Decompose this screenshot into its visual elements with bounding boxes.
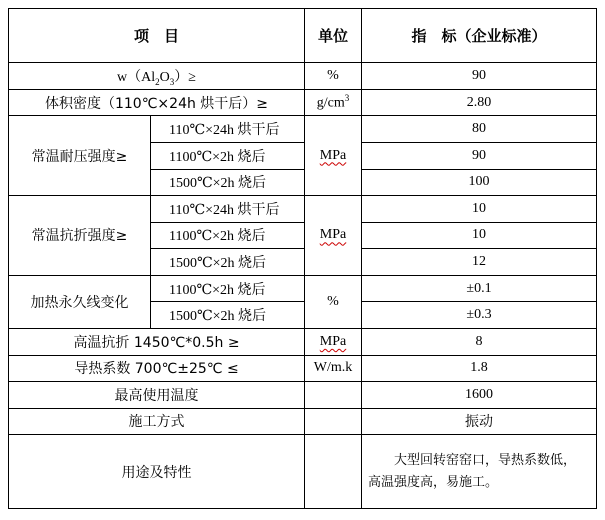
usage-line-1: 大型回转窑窑口，导热系数低， <box>394 452 577 468</box>
row-usage <box>9 435 597 509</box>
compressive-unit: MPa <box>305 116 362 196</box>
usage-label: 用途及特性 <box>9 435 305 509</box>
al2o3-unit: % <box>305 63 362 90</box>
row-density <box>9 89 597 116</box>
compressive-label: 常温耐压强度≥ <box>9 116 151 196</box>
density-label: 体积密度（110℃×24h 烘干后）≥ <box>9 89 305 116</box>
flexural-value-2: 10 <box>362 222 597 249</box>
linear-change-value-2: ±0.3 <box>362 302 597 329</box>
row-linear-change-1 <box>9 275 597 302</box>
max-temp-label: 最高使用温度 <box>9 382 305 409</box>
hot-flexural-value: 8 <box>362 328 597 355</box>
row-conductivity <box>9 355 597 382</box>
construction-unit <box>305 408 362 435</box>
flexural-value-3: 12 <box>362 249 597 276</box>
compressive-condition-1: 110℃×24h 烘干后 <box>151 116 305 143</box>
header-row <box>9 9 597 63</box>
header-unit: 单位 <box>305 9 362 63</box>
flexural-condition-2: 1100℃×2h 烧后 <box>151 222 305 249</box>
conductivity-unit: W/m.k <box>305 355 362 382</box>
max-temp-unit <box>305 382 362 409</box>
compressive-condition-2: 1100℃×2h 烧后 <box>151 142 305 169</box>
density-unit: $g/cm^3$ <box>305 89 362 116</box>
conductivity-value: 1.8 <box>362 355 597 382</box>
header-index: 指 标（企业标准） <box>362 9 597 63</box>
row-construction <box>9 408 597 435</box>
flexural-unit: MPa <box>305 196 362 276</box>
hot-flexural-unit: MPa <box>305 328 362 355</box>
hot-flexural-label: 高温抗折 1450℃*0.5h ≥ <box>9 328 305 355</box>
flexural-label: 常温抗折强度≥ <box>9 196 151 276</box>
row-al2o3 <box>9 63 597 90</box>
compressive-value-1: 80 <box>362 116 597 143</box>
row-flexural-1 <box>9 196 597 223</box>
row-compressive-1 <box>9 116 597 143</box>
header-item: 项 目 <box>9 9 305 63</box>
flexural-value-1: 10 <box>362 196 597 223</box>
spec-table <box>8 8 597 509</box>
usage-value <box>362 435 597 509</box>
linear-change-unit: % <box>305 275 362 328</box>
row-hot-flexural <box>9 328 597 355</box>
row-max-temp <box>9 382 597 409</box>
construction-label: 施工方式 <box>9 408 305 435</box>
flexural-condition-3: 1500℃×2h 烧后 <box>151 249 305 276</box>
usage-line-2: 高温强度高，易施工。 <box>368 474 499 490</box>
density-value: 2.80 <box>362 89 597 116</box>
conductivity-label: 导热系数 700℃±25℃ ≤ <box>9 355 305 382</box>
linear-change-condition-1: 1100℃×2h 烧后 <box>151 275 305 302</box>
compressive-value-3: 100 <box>362 169 597 196</box>
compressive-value-2: 90 <box>362 142 597 169</box>
al2o3-label: $w(Al_2O_3)\ge$ <box>9 63 305 90</box>
linear-change-label: 加热永久线变化 <box>9 275 151 328</box>
compressive-condition-3: 1500℃×2h 烧后 <box>151 169 305 196</box>
flexural-condition-1: 110℃×24h 烘干后 <box>151 196 305 223</box>
usage-unit <box>305 435 362 509</box>
linear-change-condition-2: 1500℃×2h 烧后 <box>151 302 305 329</box>
al2o3-value: 90 <box>362 63 597 90</box>
construction-value: 振动 <box>362 408 597 435</box>
max-temp-value: 1600 <box>362 382 597 409</box>
linear-change-value-1: ±0.1 <box>362 275 597 302</box>
